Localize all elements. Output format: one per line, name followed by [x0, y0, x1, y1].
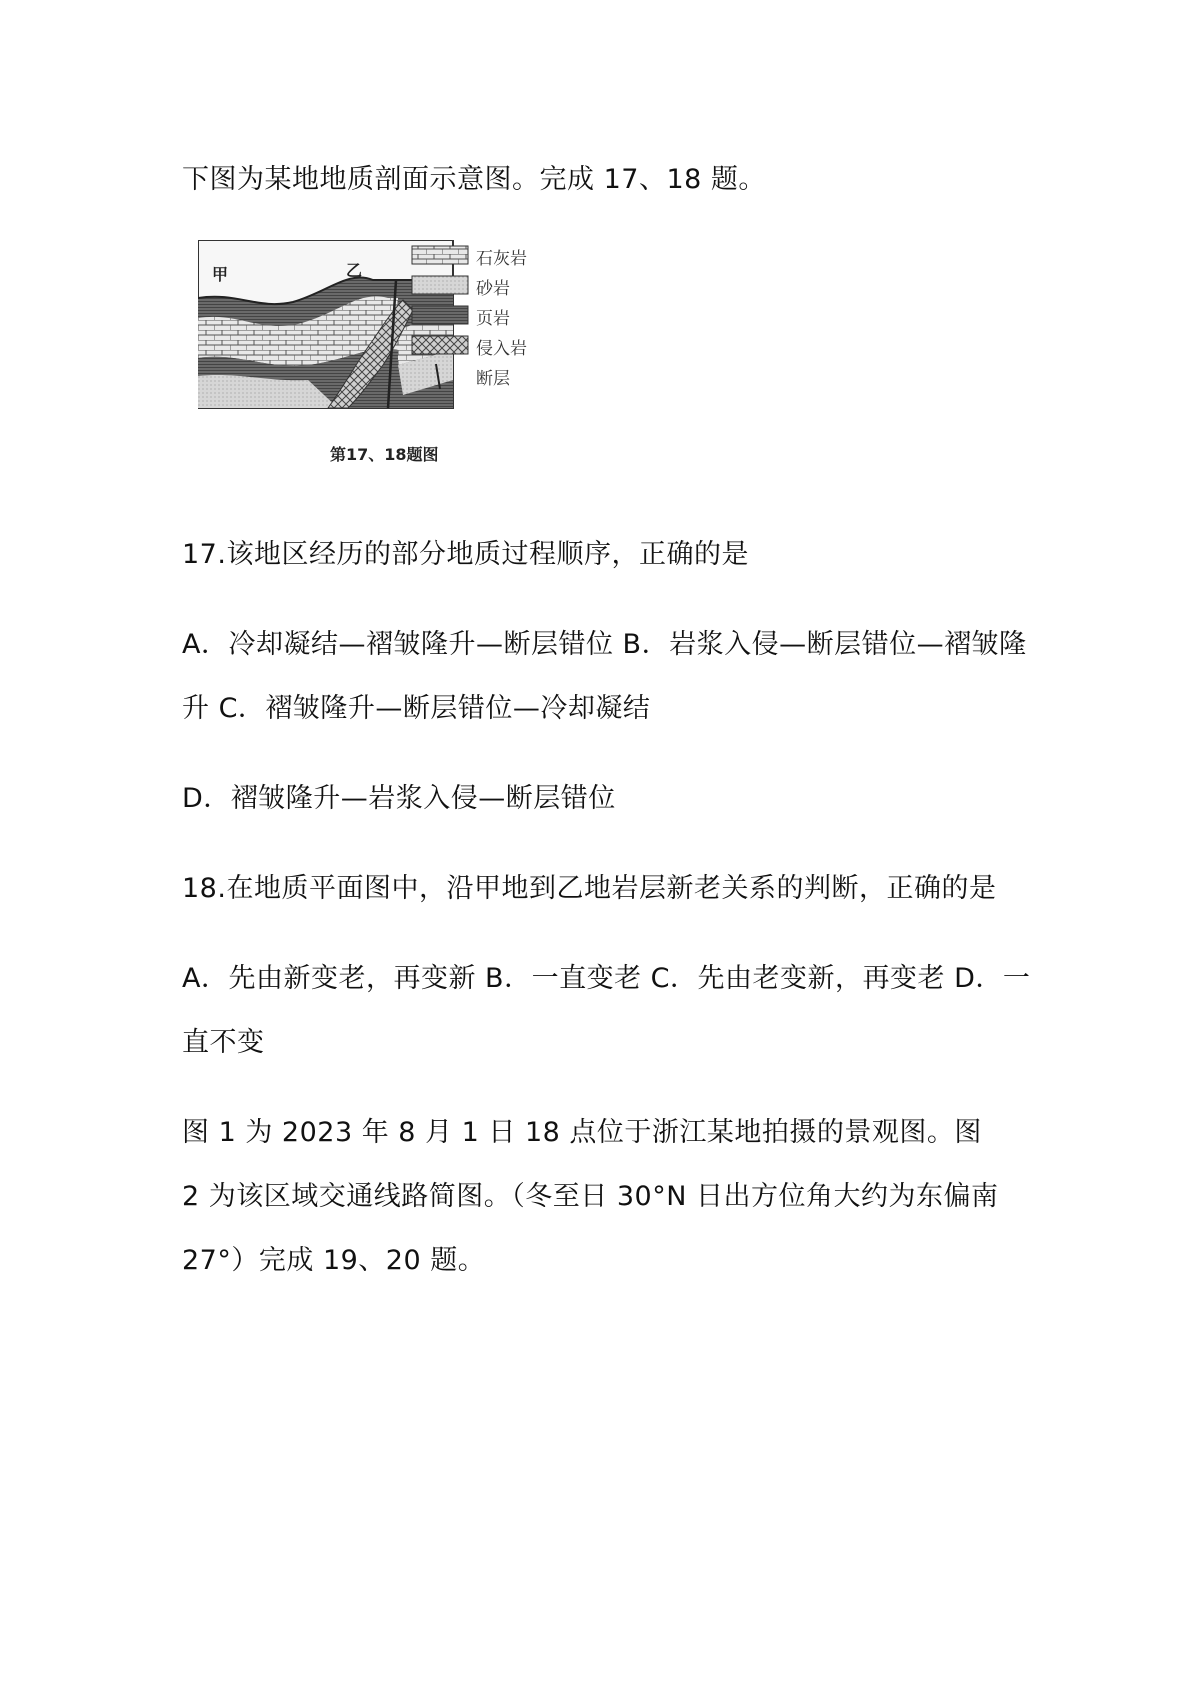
legend-limestone: 石灰岩: [476, 249, 527, 269]
label-jia: 甲: [212, 265, 229, 284]
legend-swatches: [410, 244, 470, 394]
q17-options-line1: A．冷却凝结—褶皱隆升—断层错位 B．岩浆入侵—断层错位—褶皱隆: [182, 629, 1027, 660]
q17-stem: 17.该地区经历的部分地质过程顺序，正确的是: [182, 539, 749, 570]
figure-caption: 第17、18题图: [330, 445, 439, 464]
geologic-section-figure: [198, 240, 618, 470]
label-yi: 乙: [346, 261, 363, 280]
intro-19-20-line3: 27°）完成 19、20 题。: [182, 1245, 486, 1276]
intro-17-18: 下图为某地地质剖面示意图。完成 17、18 题。: [182, 164, 766, 195]
intro-19-20-line1: 图 1 为 2023 年 8 月 1 日 18 点位于浙江某地拍摄的景观图。图: [182, 1117, 982, 1148]
q18-options-line2: 直不变: [182, 1027, 265, 1058]
legend-shale: 页岩: [476, 309, 510, 329]
q17-options-line2: 升 C．褶皱隆升—断层错位—冷却凝结: [182, 693, 651, 724]
legend-fault: 断层: [476, 369, 510, 389]
q18-options-line1: A．先由新变老，再变新 B．一直变老 C．先由老变新，再变老 D．一: [182, 963, 1031, 994]
legend-intrusive-rock: 侵入岩: [476, 339, 527, 359]
intro-19-20-line2: 2 为该区域交通线路简图。（冬至日 30°N 日出方位角大约为东偏南: [182, 1181, 999, 1212]
q18-stem: 18.在地质平面图中，沿甲地到乙地岩层新老关系的判断，正确的是: [182, 873, 997, 904]
q17-options-line3: D．褶皱隆升—岩浆入侵—断层错位: [182, 783, 616, 814]
legend-sandstone: 砂岩: [476, 279, 510, 299]
